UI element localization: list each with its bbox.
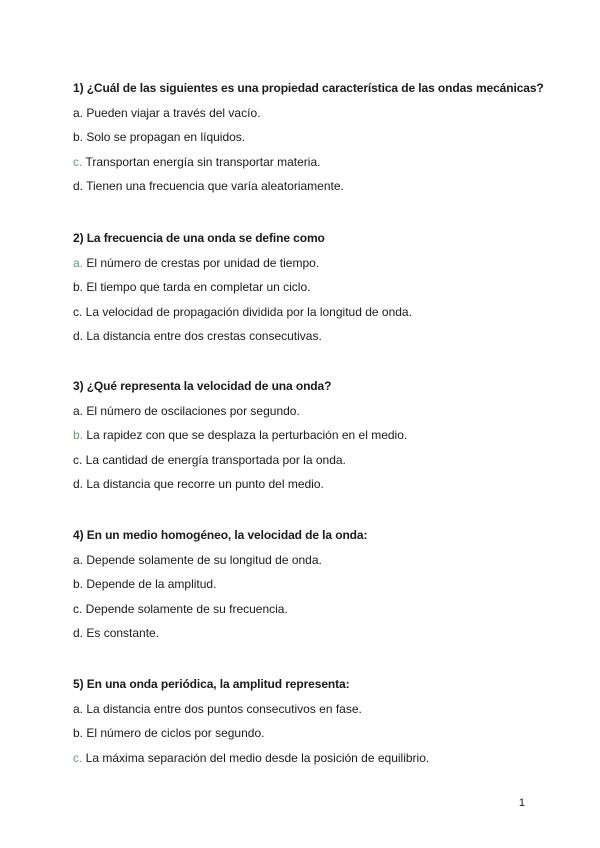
- option-letter: d.: [73, 329, 84, 344]
- option-text: Depende de la amplitud.: [83, 577, 217, 592]
- answer-option: [73, 476, 553, 492]
- answer-option: [73, 552, 553, 568]
- option-letter: d.: [73, 179, 84, 194]
- answer-option: [73, 279, 553, 295]
- option-letter: b.: [73, 130, 84, 145]
- option-letter-correct: c.: [73, 750, 83, 765]
- option-letter: a.: [73, 552, 84, 567]
- page-number: 1: [518, 797, 525, 809]
- option-letter: a.: [73, 701, 84, 716]
- option-letter: a.: [73, 105, 84, 120]
- option-text: La distancia que recorre un punto del medio.: [83, 477, 324, 492]
- answer-option: [73, 725, 553, 741]
- option-letter: b.: [73, 577, 84, 592]
- option-text: Solo se propagan en líquidos.: [83, 130, 246, 145]
- option-letter: b.: [73, 280, 84, 295]
- question-5: [73, 676, 553, 766]
- option-text: La distancia entre dos puntos consecutivos en fase.: [83, 701, 362, 716]
- question-title: 1) ¿Cuál de las siguientes es una propiedad característica de las ondas mecánicas?: [73, 81, 544, 95]
- option-text: Depende solamente de su longitud de onda.: [83, 552, 322, 567]
- answer-option: [73, 154, 553, 170]
- answer-option: [73, 178, 553, 194]
- option-text: La cantidad de energía transportada por la onda.: [82, 452, 346, 467]
- option-text: Depende solamente de su frecuencia.: [82, 601, 288, 616]
- answer-option: [73, 750, 553, 766]
- option-letter: c.: [73, 304, 83, 319]
- answer-option: [73, 105, 553, 121]
- option-text: La máxima separación del medio desde la posición de equilibrio.: [82, 750, 430, 765]
- option-letter: b.: [73, 726, 84, 741]
- question-title: 3) ¿Qué representa la velocidad de una onda?: [73, 379, 332, 393]
- option-letter: d.: [73, 477, 84, 492]
- option-letter-correct: c.: [73, 154, 83, 169]
- question-3: [73, 378, 553, 492]
- answer-option: [73, 452, 553, 468]
- answer-option: [73, 403, 553, 419]
- option-text: La rapidez con que se desplaza la perturbación en el medio.: [83, 428, 408, 443]
- option-text: La velocidad de propagación dividida por la longitud de onda.: [82, 304, 412, 319]
- question-1: [73, 80, 553, 194]
- option-letter: a.: [73, 403, 84, 418]
- option-text: Transportan energía sin transportar materia.: [82, 154, 321, 169]
- answer-option: [73, 625, 553, 641]
- option-text: Tienen una frecuencia que varía aleatoriamente.: [83, 179, 344, 194]
- option-text: La distancia entre dos crestas consecutivas.: [83, 329, 322, 344]
- option-letter-correct: b.: [73, 428, 84, 443]
- option-text: El número de crestas por unidad de tiempo.: [83, 255, 320, 270]
- option-letter: d.: [73, 626, 84, 641]
- option-text: El tiempo que tarda en completar un ciclo.: [83, 280, 311, 295]
- question-title: 2) La frecuencia de una onda se define como: [73, 231, 325, 245]
- answer-option: [73, 255, 553, 271]
- option-text: Es constante.: [83, 626, 160, 641]
- answer-option: [73, 576, 553, 592]
- question-2: [73, 230, 553, 344]
- option-text: Pueden viajar a través del vacío.: [83, 105, 261, 120]
- option-letter: c.: [73, 452, 83, 467]
- question-4: [73, 527, 553, 641]
- option-text: El número de oscilaciones por segundo.: [83, 403, 300, 418]
- answer-option: [73, 304, 553, 320]
- option-text: El número de ciclos por segundo.: [83, 726, 265, 741]
- question-title: 4) En un medio homogéneo, la velocidad de la onda:: [73, 528, 368, 542]
- answer-option: [73, 427, 553, 443]
- question-title: 5) En una onda periódica, la amplitud representa:: [73, 677, 350, 691]
- answer-option: [73, 129, 553, 145]
- answer-option: [73, 601, 553, 617]
- answer-option: [73, 701, 553, 717]
- option-letter: c.: [73, 601, 83, 616]
- answer-option: [73, 328, 553, 344]
- option-letter-correct: a.: [73, 255, 84, 270]
